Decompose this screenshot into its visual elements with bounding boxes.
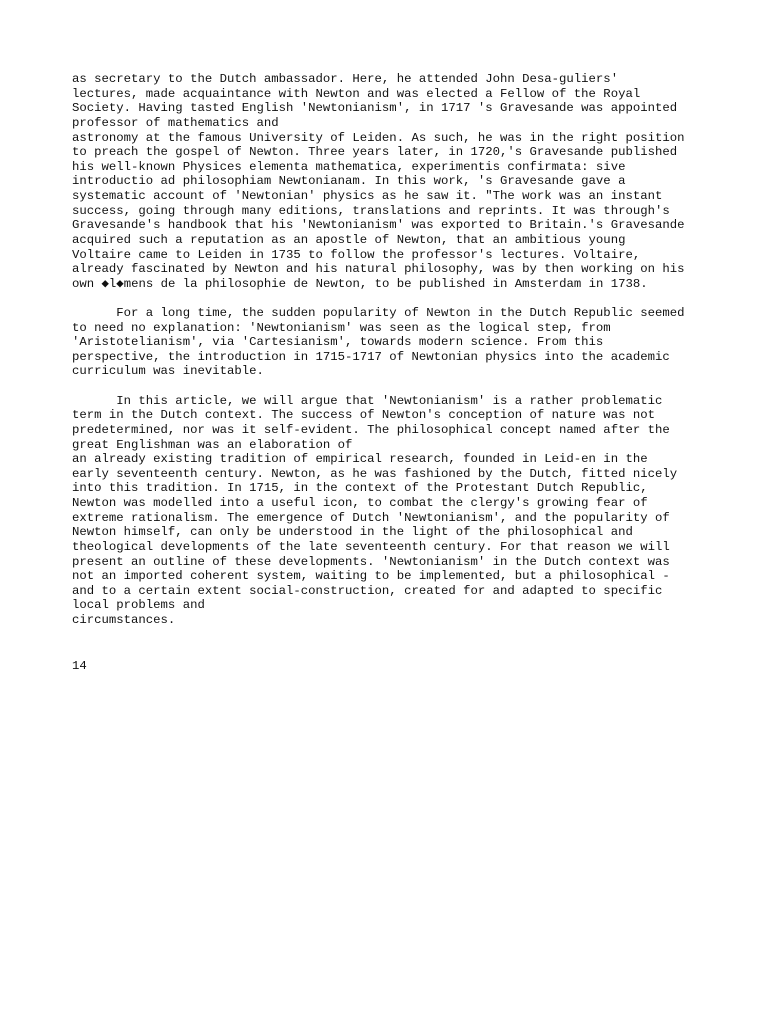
text-line: perspective, the introduction in 1715-1717 of Newtonian physics into the academic [72,349,670,364]
text-line: In this article, we will argue that 'Newtonianism' is a rather problematic [72,393,663,408]
paragraph-1 [72,72,712,291]
text-line: early seventeenth century. Newton, as he was fashioned by the Dutch, fitted nicely [72,466,678,481]
text-line: into this tradition. In 1715, in the context of the Protestant Dutch Republic, [72,481,648,496]
text-line: success, going through many editions, translations and reprints. It was through's [72,203,670,218]
text-line: Voltaire came to Leiden in 1735 to follow the professor's lectures. Voltaire, [72,247,641,262]
text-line: great Englishman was an elaboration of [72,437,353,452]
text-line: and to a certain extent social-construction, created for and adapted to specific [72,583,663,598]
text-line: 'Aristotelianism', via 'Cartesianism', towards modern science. From this [72,335,604,350]
text-line: Newton himself, can only be understood in the light of the philosophical and [72,525,633,540]
text-line: Society. Having tasted English 'Newtonianism', in 1717 's Gravesande was appointed [72,101,678,116]
text-line: introductio ad philosophiam Newtonianam. In this work, 's Gravesande gave a [72,174,626,189]
text-line: Newton was modelled into a useful icon, to combat the clergy's growing fear of [72,496,648,511]
text-line: theological developments of the late seventeenth century. For that reason we will [72,539,670,554]
text-line: to preach the gospel of Newton. Three years later, in 1720,'s Gravesande published [72,145,678,160]
paragraph-gap [72,291,712,306]
text-line: not an imported coherent system, waiting to be implemented, but a philosophical - [72,569,670,584]
text-line: as secretary to the Dutch ambassador. Here, he attended John Desa-guliers' [72,72,619,86]
text-line: circumstances. [72,613,176,628]
text-line: own ◆l◆mens de la philosophie de Newton, to be published in Amsterdam in 1738. [72,276,648,291]
paragraph-2 [72,306,712,379]
page-number: 14 [72,659,87,673]
text-line: his well-known Physices elementa mathematica, experimentis confirmata: sive [72,159,626,174]
text-line: curriculum was inevitable. [72,364,264,379]
text-line: present an outline of these developments. 'Newtonianism' in the Dutch context was [72,554,670,569]
text-line: acquired such a reputation as an apostle of Newton, that an ambitious young [72,232,626,247]
text-line: an already existing tradition of empirical research, founded in Leid-en in the [72,452,648,467]
text-line: systematic account of 'Newtonian' physics as he saw it. "The work was an instant [72,189,663,203]
text-line: For a long time, the sudden popularity of Newton in the Dutch Republic seemed [72,305,685,320]
text-line: lectures, made acquaintance with Newton and was elected a Fellow of the Royal [72,86,641,101]
text-line: Gravesande's handbook that his 'Newtonianism' was exported to Britain.'s Gravesande [72,218,685,233]
paragraph-3 [72,394,712,628]
text-line: extreme rationalism. The emergence of Dutch 'Newtonianism', and the popularity of [72,510,670,525]
text-line: local problems and [72,598,205,613]
text-line: astronomy at the famous University of Leiden. As such, he was in the right position [72,130,685,145]
document-body [72,72,712,628]
text-line: term in the Dutch context. The success of Newton's conception of nature was not [72,408,655,423]
text-line: professor of mathematics and [72,115,279,130]
text-line: already fascinated by Newton and his natural philosophy, was by then working on his [72,262,685,277]
text-line: predetermined, nor was it self-evident. The philosophical concept named after the [72,422,670,437]
text-line: to need no explanation: 'Newtonianism' was seen as the logical step, from [72,320,611,335]
paragraph-gap [72,379,712,394]
